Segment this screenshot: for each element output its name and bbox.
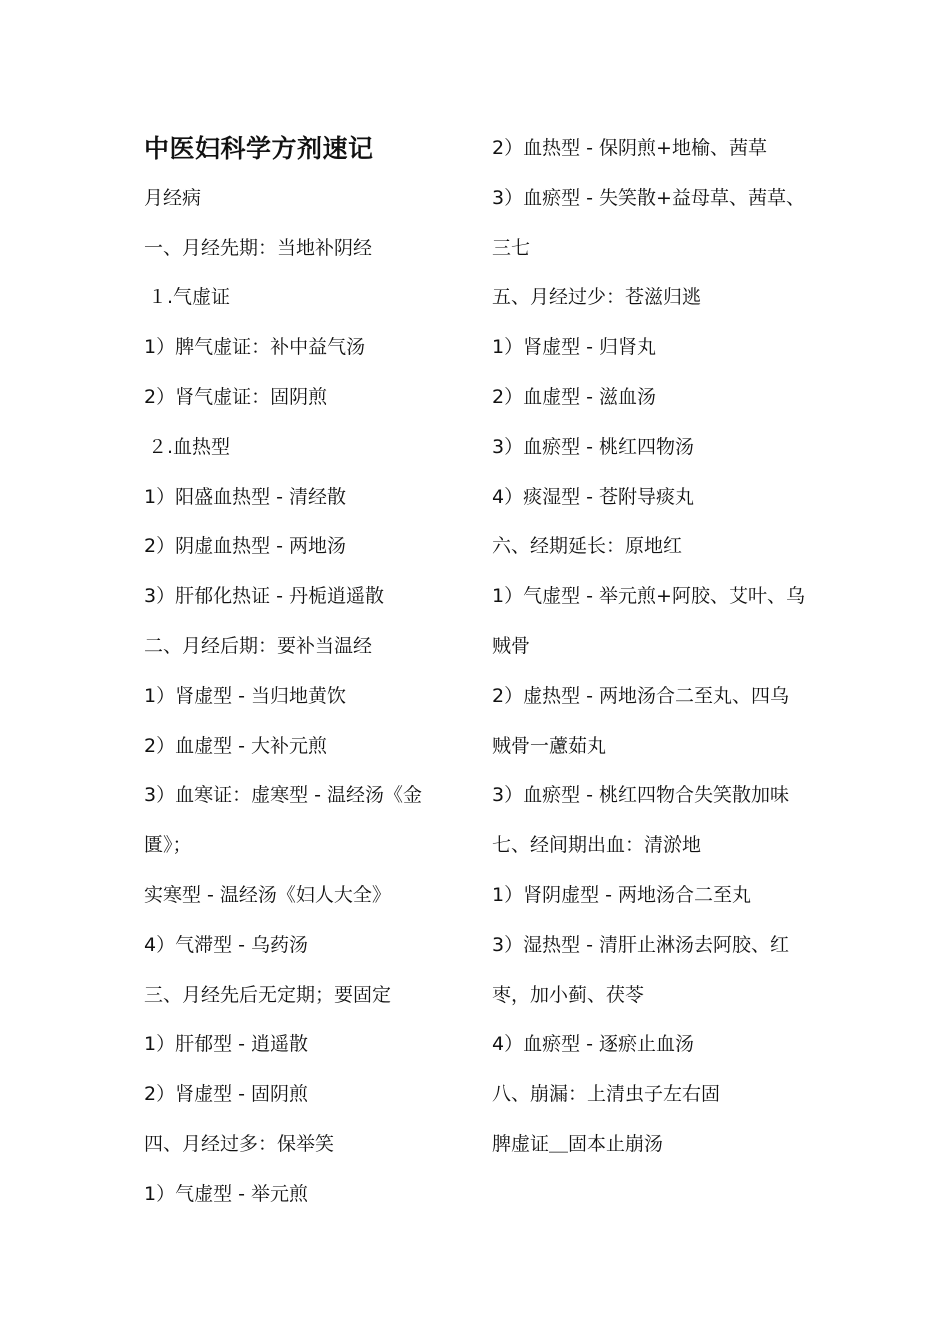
text-line: 实寒型 - 温经汤《妇人大全》	[144, 883, 391, 906]
text-line: 2）肾气虚证：固阴煎	[144, 385, 328, 408]
text-line: 六、经期延长：原地红	[492, 535, 683, 558]
right-column	[492, 124, 822, 1170]
text-line: 2）血热型 - 保阴煎+地榆、茜草	[492, 137, 767, 159]
text-line: 3）湿热型 - 清肝止淋汤去阿胶、红	[492, 933, 790, 956]
text-line: 枣，加小蓟、茯苓	[492, 983, 645, 1006]
text-line: 1）肾阴虚型 - 两地汤合二至丸	[492, 883, 752, 906]
text-line: 2）阴虚血热型 - 两地汤	[144, 535, 347, 558]
text-line: 月经病	[144, 186, 202, 209]
text-line: １.气虚证	[148, 286, 231, 309]
text-line: 3）血瘀型 - 桃红四物合失笑散加味	[492, 784, 790, 807]
text-line: 1）阳盛血热型 - 清经散	[144, 485, 347, 508]
text-line: 1）肾虚型 - 归肾丸	[492, 336, 657, 359]
text-line: 匱》；	[144, 834, 192, 857]
text-line: 3）血瘀型 - 桃红四物汤	[492, 435, 695, 458]
text-line: 2）血虚型 - 滋血汤	[492, 385, 657, 408]
text-line: 一、月经先期：当地补阴经	[144, 236, 373, 259]
text-line: 4）痰湿型 - 苍附导痰丸	[492, 485, 695, 508]
text-line: 五、月经过少：苍滋归逃	[492, 286, 702, 309]
text-line: 七、经间期出血：清淤地	[492, 834, 702, 857]
text-line: ２.血热型	[148, 435, 231, 458]
text-line: 2）虚热型 - 两地汤合二至丸、四乌	[492, 684, 790, 707]
text-line: 贼骨一藘茹丸	[492, 734, 607, 757]
text-line: 3）血瘀型 - 失笑散+益母草、茜草、	[492, 186, 805, 209]
text-line: 八、崩漏：上清虫子左右固	[492, 1083, 721, 1106]
text-line: 2）肾虚型 - 固阴煎	[144, 1083, 309, 1106]
text-line: 1）气虚型 - 举元煎	[144, 1182, 309, 1205]
text-line: 三七	[492, 236, 531, 259]
text-line: 脾虚证＿固本止崩汤	[492, 1132, 664, 1155]
text-line: 二、月经后期：要补当温经	[144, 634, 373, 657]
text-line: 三、月经先后无定期；要固定	[144, 983, 392, 1006]
text-line: 4）气滞型 - 乌药汤	[144, 933, 309, 956]
text-line: 3）血寒证：虚寒型 - 温经汤《金	[144, 784, 423, 807]
text-line: 四、月经过多：保举笑	[144, 1132, 335, 1155]
text-line: 贼骨	[492, 634, 531, 657]
left-column	[144, 124, 464, 1220]
text-line: 3）肝郁化热证 - 丹栀逍遥散	[144, 585, 385, 608]
text-line: 4）血瘀型 - 逐瘀止血汤	[492, 1033, 695, 1056]
text-line: 1）肾虚型 - 当归地黄饮	[144, 684, 347, 707]
document-title: 中医妇科学方剂速记	[144, 134, 374, 163]
text-line: 1）脾气虚证：补中益气汤	[144, 336, 366, 359]
text-line: 2）血虚型 - 大补元煎	[144, 734, 328, 757]
text-line: 1）气虚型 - 举元煎+阿胶、艾叶、乌	[492, 585, 805, 608]
text-line: 1）肝郁型 - 逍遥散	[144, 1033, 309, 1056]
